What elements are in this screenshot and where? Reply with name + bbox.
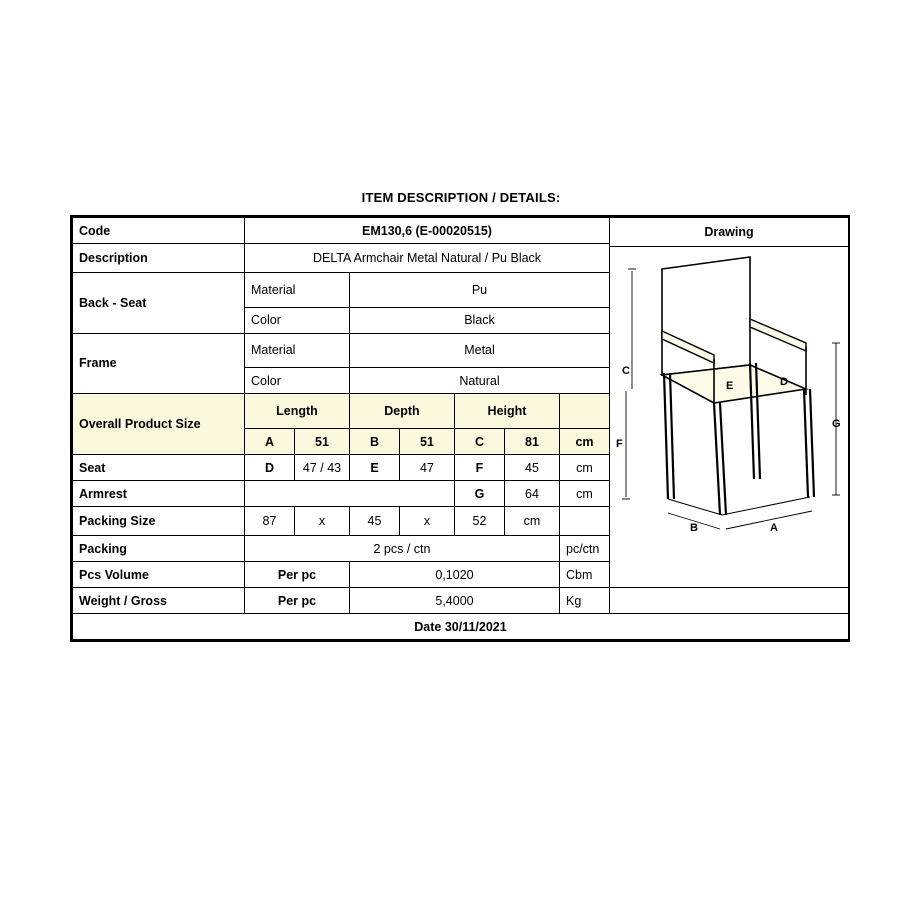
- packing-value: 2 pcs / ctn: [245, 536, 560, 562]
- date-label: Date 30/11/2021: [73, 614, 849, 640]
- table-row: [73, 218, 849, 244]
- weight-gross-per: Per pc: [245, 588, 350, 614]
- seat-e-key: E: [350, 455, 400, 481]
- overall-a-value: 51: [295, 429, 350, 455]
- seat-d-key: D: [245, 455, 295, 481]
- drawing-area: [610, 218, 848, 587]
- overall-unit-spacer: [560, 394, 610, 429]
- drawing-figure-container: [610, 246, 848, 616]
- weight-gross-value: 5,4000: [350, 588, 560, 614]
- seat-f-key: F: [455, 455, 505, 481]
- armrest-g-key: G: [455, 481, 505, 507]
- dim-label-a: A: [770, 522, 778, 534]
- weight-gross-unit: Kg: [560, 588, 610, 614]
- packing-size-spacer: [560, 507, 610, 536]
- pcs-volume-label: Pcs Volume: [73, 562, 245, 588]
- pcs-volume-unit: Cbm: [560, 562, 610, 588]
- pcs-volume-per: Per pc: [245, 562, 350, 588]
- armrest-empty: [245, 481, 455, 507]
- seat-e-value: 47: [400, 455, 455, 481]
- frame-material-label: Material: [245, 333, 350, 368]
- drawing-header: Drawing: [704, 225, 754, 239]
- back-seat-label: Back - Seat: [73, 273, 245, 334]
- overall-c-value: 81: [505, 429, 560, 455]
- overall-height-header: Height: [455, 394, 560, 429]
- seat-f-value: 45: [505, 455, 560, 481]
- back-seat-color-value: Black: [350, 307, 610, 333]
- code-label: Code: [73, 218, 245, 244]
- dim-label-c: C: [622, 365, 630, 377]
- weight-gross-label: Weight / Gross: [73, 588, 245, 614]
- packing-unit: pc/ctn: [560, 536, 610, 562]
- armrest-label: Armrest: [73, 481, 245, 507]
- packing-size-x1: x: [295, 507, 350, 536]
- overall-unit: cm: [560, 429, 610, 455]
- packing-size-height: 52: [455, 507, 505, 536]
- page-title: ITEM DESCRIPTION / DETAILS:: [361, 190, 561, 205]
- drawing-cell: [610, 218, 849, 588]
- frame-color-value: Natural: [350, 368, 610, 394]
- dim-label-b: B: [690, 522, 698, 534]
- packing-label: Packing: [73, 536, 245, 562]
- frame-material-value: Metal: [350, 333, 610, 368]
- spec-table: [72, 217, 849, 640]
- packing-size-label: Packing Size: [73, 507, 245, 536]
- overall-a-key: A: [245, 429, 295, 455]
- back-seat-color-label: Color: [245, 307, 350, 333]
- frame-color-label: Color: [245, 368, 350, 394]
- code-value: EM130,6 (E-00020515): [245, 218, 610, 244]
- spec-table-frame: [70, 215, 850, 642]
- back-seat-material-value: Pu: [350, 273, 610, 308]
- dim-label-f: F: [616, 438, 623, 450]
- overall-b-key: B: [350, 429, 400, 455]
- packing-size-length: 87: [245, 507, 295, 536]
- table-row: [73, 614, 849, 640]
- back-seat-material-label: Material: [245, 273, 350, 308]
- overall-length-header: Length: [245, 394, 350, 429]
- description-value: DELTA Armchair Metal Natural / Pu Black: [245, 244, 610, 273]
- packing-size-unit: cm: [505, 507, 560, 536]
- dim-label-g: G: [832, 418, 841, 430]
- armchair-drawing: [610, 247, 848, 587]
- packing-size-width: 45: [350, 507, 400, 536]
- seat-d-value: 47 / 43: [295, 455, 350, 481]
- seat-label: Seat: [73, 455, 245, 481]
- description-label: Description: [73, 244, 245, 273]
- overall-depth-header: Depth: [350, 394, 455, 429]
- dim-label-d: D: [780, 376, 788, 388]
- armrest-g-value: 64: [505, 481, 560, 507]
- frame-label: Frame: [73, 333, 245, 394]
- overall-b-value: 51: [400, 429, 455, 455]
- overall-c-key: C: [455, 429, 505, 455]
- packing-size-x2: x: [400, 507, 455, 536]
- overall-size-label: Overall Product Size: [73, 394, 245, 455]
- dim-label-e: E: [726, 380, 734, 392]
- seat-unit: cm: [560, 455, 610, 481]
- pcs-volume-value: 0,1020: [350, 562, 560, 588]
- armrest-unit: cm: [560, 481, 610, 507]
